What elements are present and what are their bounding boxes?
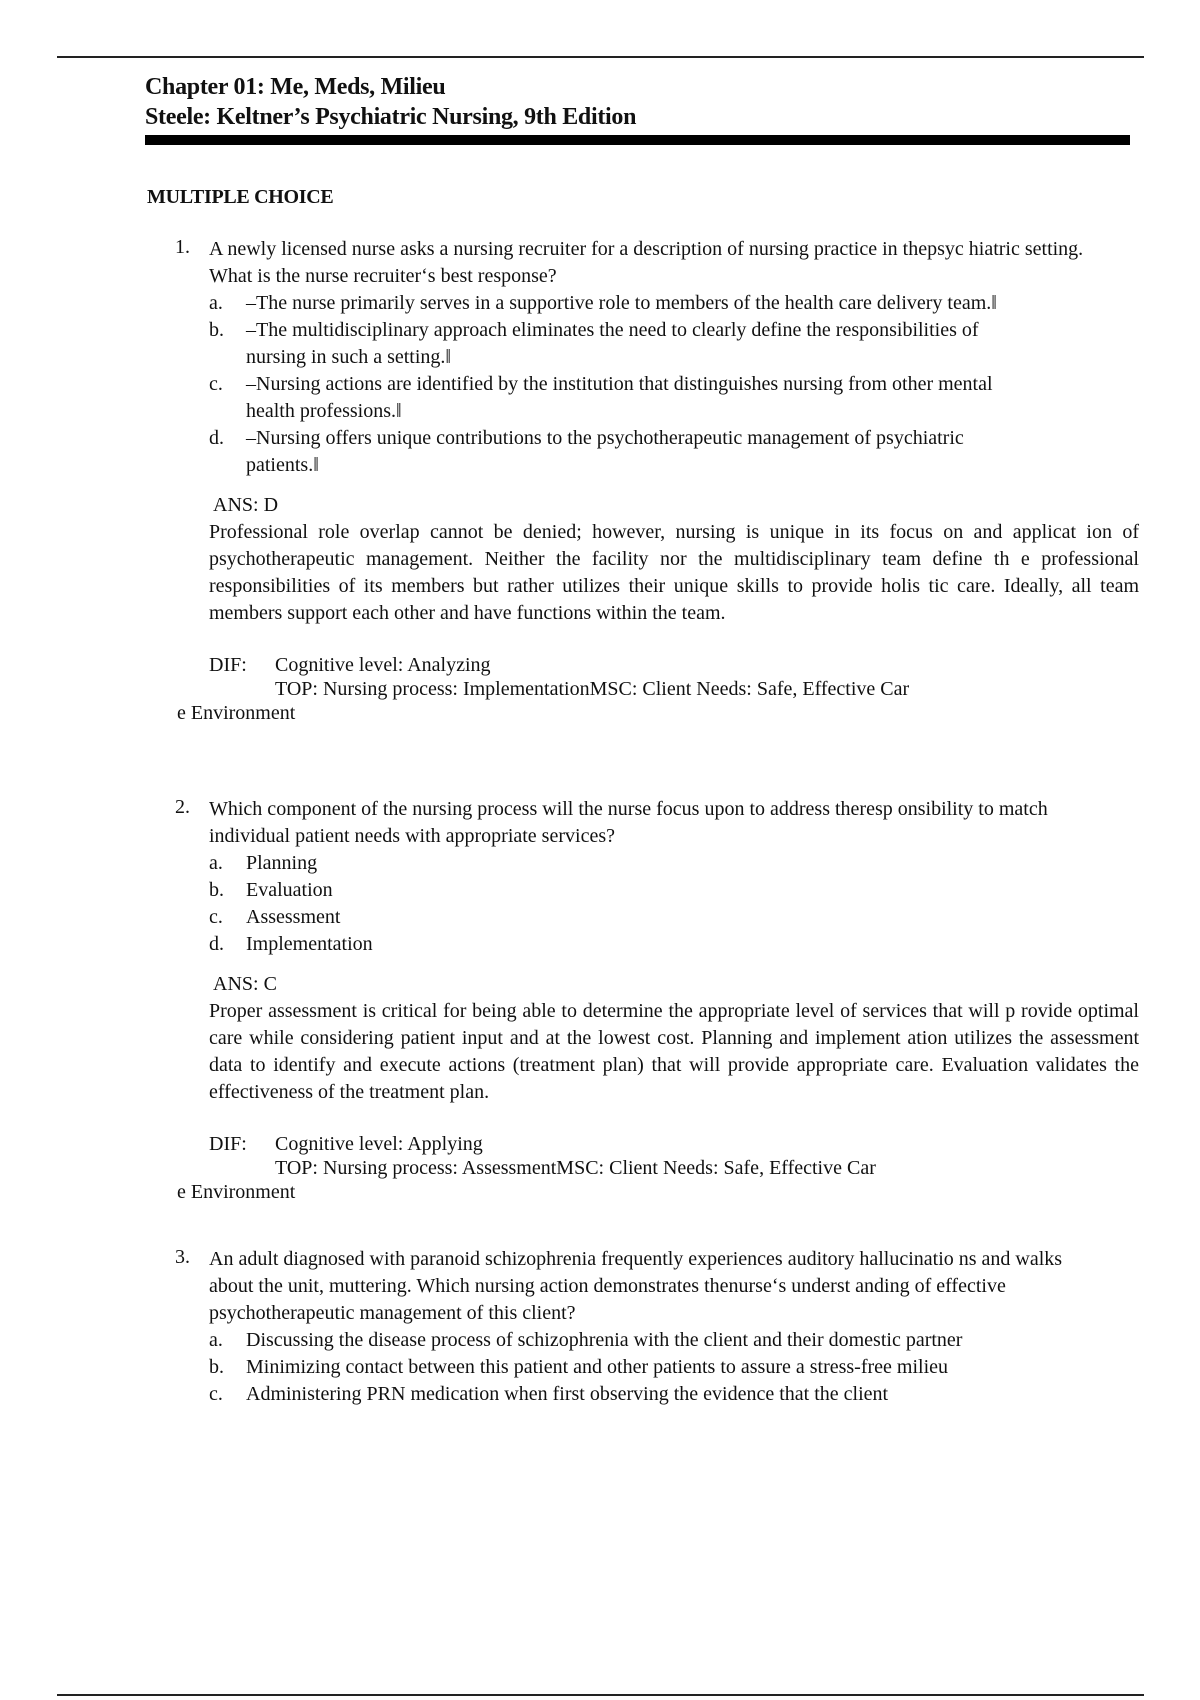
option-text: Minimizing contact between this patient and other patients to assure a stress-free milieu <box>246 1356 949 1378</box>
top-rule <box>57 56 1144 58</box>
topic-line-wrap: e Environment <box>177 1181 296 1203</box>
document-header <box>145 72 1130 145</box>
option-b <box>209 1354 1006 1381</box>
question-meta <box>175 653 1135 725</box>
question-1 <box>175 236 1139 725</box>
dif-value: Cognitive level: Applying <box>275 1133 483 1155</box>
option-text: Administering PRN medication when first observing the evidence that the client <box>246 1383 889 1405</box>
option-letter: a. <box>209 292 223 314</box>
difficulty-line <box>209 653 1135 677</box>
option-c <box>209 1381 1006 1408</box>
option-text: Evaluation <box>246 879 333 901</box>
option-text: Assessment <box>246 906 341 928</box>
section-heading: MULTIPLE CHOICE <box>147 186 334 208</box>
option-letter: c. <box>209 906 223 928</box>
option-a <box>209 1327 1006 1354</box>
option-text: –The multidisciplinary approach eliminates the need to clearly define the responsibilities of nursing in such a setting.‖ <box>246 319 979 368</box>
question-number: 1. <box>175 236 190 258</box>
option-c <box>209 371 1006 425</box>
question-stem: Which component of the nursing process will the nurse focus upon to address theresp onsibility to match individual patient needs with appropriate services? <box>209 798 1048 847</box>
rationale: Proper assessment is critical for being able to determine the appropriate level of services that will p rovide optimal care while considering patient input and at the lowest cost. Planning and implement ation utilizes the assessment data to identify and execute actions (treatment plan) that will provide appropriate care. Evaluation validates the effectiveness of the treatment plan. <box>209 1000 1139 1103</box>
question-stem: A newly licensed nurse asks a nursing recruiter for a description of nursing practice in thepsyc hiatric setting. What is the nurse recruiter‘s best response? <box>209 238 1084 287</box>
dif-value: Cognitive level: Analyzing <box>275 654 491 676</box>
dif-label: DIF: <box>209 1133 247 1155</box>
topic-line: TOP: Nursing process: ImplementationMSC: Client Needs: Safe, Effective Car <box>275 678 910 700</box>
option-letter: a. <box>209 1329 223 1351</box>
option-letter: b. <box>209 879 224 901</box>
question-2 <box>175 796 1139 1204</box>
option-b <box>209 877 646 904</box>
option-d <box>209 931 646 958</box>
header-divider <box>145 135 1130 145</box>
option-letter: d. <box>209 427 224 449</box>
question-3 <box>175 1246 1135 1408</box>
bottom-rule <box>57 1694 1144 1696</box>
answer-options <box>209 1327 1135 1408</box>
difficulty-line <box>209 1132 1135 1156</box>
option-text: –Nursing actions are identified by the institution that distinguishes nursing from other mental health professions.‖ <box>246 373 993 422</box>
option-letter: d. <box>209 933 224 955</box>
answer-options <box>209 850 1135 958</box>
question-number: 3. <box>175 1246 190 1268</box>
answer-options <box>209 290 1135 479</box>
topic-line-wrap: e Environment <box>177 702 296 724</box>
book-title: Steele: Keltner’s Psychiatric Nursing, 9th Edition <box>145 104 637 130</box>
rationale: Professional role overlap cannot be denied; however, nursing is unique in its focus on and applicat ion of psychotherapeutic management. Neither the facility nor the multidisciplinary team define th e professional responsibilities of its members but rather utilizes their unique skills to provide holis tic care. Ideally, all team members support each other and have functions within the team. <box>209 521 1139 624</box>
chapter-title: Chapter 01: Me, Meds, Milieu <box>145 74 446 100</box>
option-letter: c. <box>209 373 223 395</box>
option-text: Planning <box>246 852 318 874</box>
question-number: 2. <box>175 796 190 818</box>
dif-label: DIF: <box>209 654 247 676</box>
answer-key: ANS: D <box>213 494 279 516</box>
option-a <box>209 850 646 877</box>
option-d <box>209 425 1006 479</box>
question-meta <box>175 1132 1135 1204</box>
option-a <box>209 290 1006 317</box>
option-text: –Nursing offers unique contributions to the psychotherapeutic management of psychiatric patients.‖ <box>246 427 964 476</box>
option-text: –The nurse primarily serves in a supportive role to members of the health care delivery team.‖ <box>246 292 997 314</box>
option-letter: a. <box>209 852 223 874</box>
option-letter: b. <box>209 1356 224 1378</box>
option-c <box>209 904 646 931</box>
answer-key: ANS: C <box>213 973 277 995</box>
option-b <box>209 317 1006 371</box>
option-letter: c. <box>209 1383 223 1405</box>
option-text: Discussing the disease process of schizophrenia with the client and their domestic partner <box>246 1329 963 1351</box>
question-stem: An adult diagnosed with paranoid schizophrenia frequently experiences auditory hallucinatio ns and walks about the unit, muttering. Which nursing action demonstrates thenurse‘s underst anding of effective psychotherapeutic management of this client? <box>209 1248 1063 1324</box>
option-text: Implementation <box>246 933 373 955</box>
option-letter: b. <box>209 319 224 341</box>
topic-line: TOP: Nursing process: AssessmentMSC: Client Needs: Safe, Effective Car <box>275 1157 876 1179</box>
